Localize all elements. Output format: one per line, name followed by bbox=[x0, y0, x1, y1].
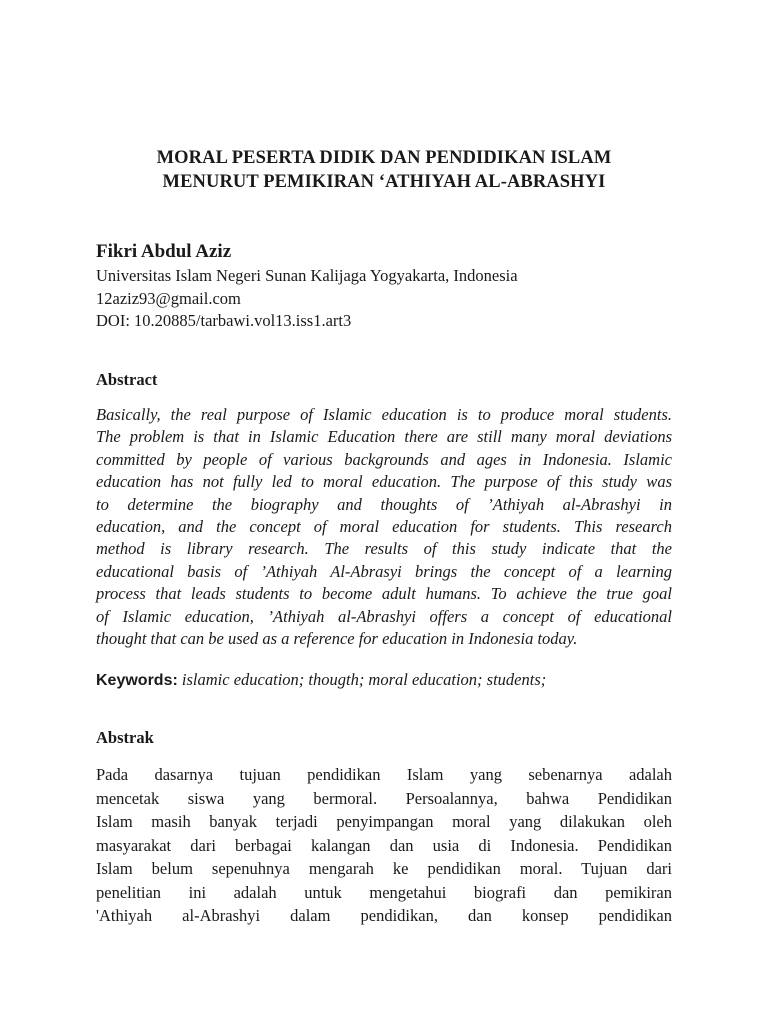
paper-title bbox=[96, 146, 672, 194]
author-meta bbox=[96, 265, 518, 333]
author-email: 12aziz93@gmail.com bbox=[96, 288, 241, 308]
abstrak-line: 'Athiyah al-Abrashyi dalam pendidikan, dan konsep pendidikan bbox=[96, 906, 672, 925]
author-affiliation: Universitas Islam Negeri Sunan Kalijaga Yogyakarta, Indonesia bbox=[96, 266, 518, 285]
abstract-line: committed by people of various backgrounds and ages in Indonesia. Islamic bbox=[96, 449, 672, 469]
abstract-line: educational basis of ’Athiyah Al-Abrasyi brings the concept of a learning bbox=[96, 561, 672, 581]
title-line-1: MORAL PESERTA DIDIK DAN PENDIDIKAN ISLAM bbox=[156, 148, 612, 168]
abstract-line: education has not fully led to moral education. The purpose of this study was bbox=[96, 472, 672, 492]
abstract-line: process that leads students to become adult humans. To achieve the true goal bbox=[96, 584, 672, 604]
keywords-label: Keywords: bbox=[96, 672, 178, 689]
abstract-line: education, and the concept of moral education for students. This research bbox=[96, 516, 672, 536]
abstrak-heading: Abstrak bbox=[96, 728, 154, 747]
article-doi: DOI: 10.20885/tarbawi.vol13.iss1.art3 bbox=[96, 311, 352, 330]
abstrak-line: Islam masih banyak terjadi penyimpangan moral yang dilakukan oleh bbox=[96, 812, 672, 831]
abstract-line: of Islamic education, ’Athiyah al-Abrashyi offers a concept of educational bbox=[96, 606, 672, 626]
keywords-text: islamic education; thougth; moral education; students; bbox=[181, 670, 547, 689]
keywords bbox=[96, 669, 546, 692]
abstract-line: thought that can be used as a reference for education in Indonesia today. bbox=[96, 628, 578, 648]
abstrak-line: Islam belum sepenuhnya mengarah ke pendidikan moral. Tujuan dari bbox=[96, 859, 672, 878]
abstrak-line: penelitian ini adalah untuk mengetahui biografi dan pemikiran bbox=[96, 882, 672, 902]
abstract-line: The problem is that in Islamic Education there are still many moral deviations bbox=[96, 427, 672, 447]
title-line-2: MENURUT PEMIKIRAN ‘ATHIYAH AL-ABRASHYI bbox=[162, 172, 606, 192]
abstract-line: to determine the biography and thoughts of ’Athiyah al-Abrashyi in bbox=[96, 494, 672, 514]
abstract-body bbox=[96, 404, 672, 650]
abstrak-line: mencetak siswa yang bermoral. Persoalannya, bahwa Pendidikan bbox=[96, 788, 672, 808]
abstract-heading: Abstract bbox=[96, 370, 158, 389]
abstract-line: Basically, the real purpose of Islamic education is to produce moral students. bbox=[96, 405, 672, 424]
abstrak-body bbox=[96, 763, 672, 928]
abstrak-line: Pada dasarnya tujuan pendidikan Islam yang sebenarnya adalah bbox=[96, 765, 672, 784]
abstrak-line: masyarakat dari berbagai kalangan dan usia di Indonesia. Pendidikan bbox=[96, 835, 672, 855]
author-name: Fikri Abdul Aziz bbox=[96, 241, 232, 262]
abstract-line: method is library research. The results of this study indicate that the bbox=[96, 539, 672, 559]
